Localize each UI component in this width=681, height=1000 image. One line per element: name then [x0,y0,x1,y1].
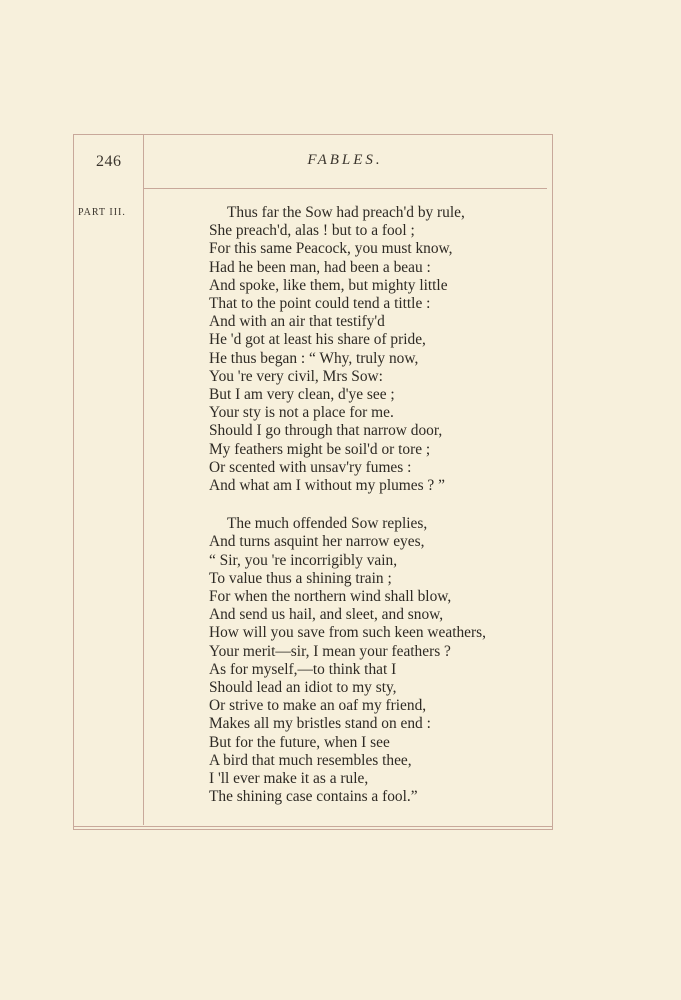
poem-line: He thus began : “ Why, truly now, [209,349,419,367]
poem-line: The shining case contains a fool.” [209,788,418,806]
margin-column-divider [143,135,144,825]
poem-line: Should I go through that narrow door, [209,422,443,440]
poem-line: For when the northern wind shall blow, [209,588,452,606]
poem-body [209,204,486,807]
poem-line: Makes all my bristles stand on end : [209,715,431,733]
stanza-1 [209,204,486,495]
poem-line: That to the point could tend a tittle : [209,295,431,313]
poem-line: The much offended Sow replies, [227,515,428,533]
poem-line: But for the future, when I see [209,733,390,751]
poem-line: I 'll ever make it as a rule, [209,770,369,788]
page-number: 246 [96,153,122,170]
poem-line: She preach'd, alas ! but to a fool ; [209,222,415,240]
header-rule [143,188,547,189]
poem-line: He 'd got at least his share of pride, [209,331,426,349]
poem-line: And spoke, like them, but mighty little [209,276,448,294]
poem-line: And with an air that testify'd [209,313,385,331]
poem-line: To value thus a shining train ; [209,569,392,587]
poem-line: For this same Peacock, you must know, [209,240,453,258]
poem-line: Your sty is not a place for me. [209,404,394,422]
poem-line: Should lead an idiot to my sty, [209,679,397,697]
poem-line: How will you save from such keen weathers, [209,624,486,642]
frame-bottom-rule [73,826,553,827]
poem-line: And turns asquint her narrow eyes, [209,533,425,551]
poem-line: Thus far the Sow had preach'd by rule, [227,204,465,221]
poem-line: A bird that much resembles thee, [209,751,412,769]
poem-line: And what am I without my plumes ? ” [209,477,445,495]
poem-line: My feathers might be soil'd or tore ; [209,440,431,458]
poem-line: But I am very clean, d'ye see ; [209,386,395,404]
poem-line: Or scented with unsav'ry fumes : [209,458,412,476]
part-label: PART III. [78,207,126,218]
running-head: FABLES. [307,152,383,168]
stanza-2 [209,515,486,806]
poem-line: Or strive to make an oaf my friend, [209,697,427,715]
poem-line: Had he been man, had been a beau : [209,258,431,276]
poem-line: “ Sir, you 're incorrigibly vain, [209,551,398,569]
poem-line: As for myself,—to think that I [209,660,397,678]
poem-line: And send us hail, and sleet, and snow, [209,606,444,624]
poem-line: You 're very civil, Mrs Sow: [209,367,383,385]
poem-line: Your merit—sir, I mean your feathers ? [209,642,451,660]
